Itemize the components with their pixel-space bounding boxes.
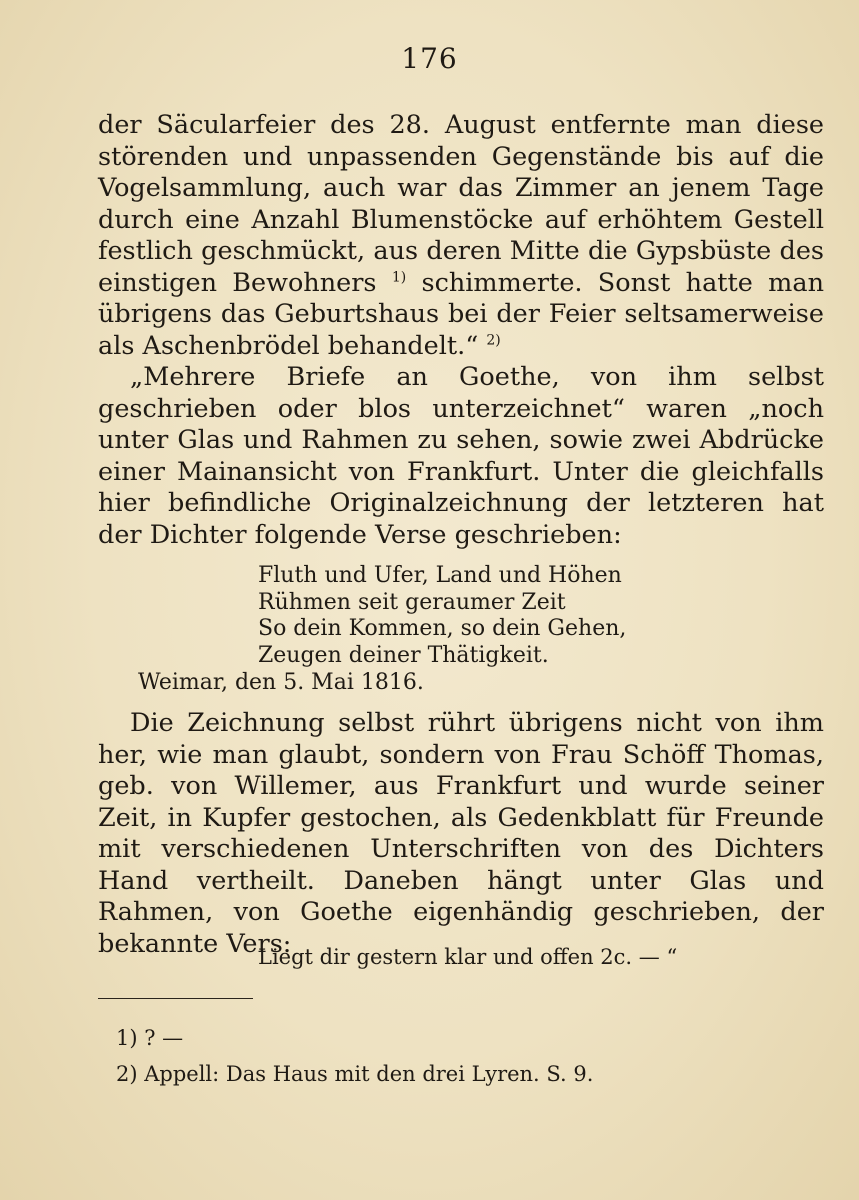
footnote-ref-2: 2) xyxy=(486,332,501,348)
poem-dateline: Weimar, den 5. Mai 1816. xyxy=(138,670,424,695)
paragraph-2 xyxy=(98,362,824,551)
page-number: 176 xyxy=(401,42,458,75)
footnote-2: 2) Appell: Das Haus mit den drei Lyren. S. 9. xyxy=(116,1062,594,1086)
footnote-1: 1) ? — xyxy=(116,1026,184,1050)
paragraph-3 xyxy=(98,708,824,960)
paragraph-1 xyxy=(98,110,824,362)
paragraph-2-text: „Mehrere Briefe an Goethe, von ihm selbst geschrieben oder blos unterzeichnet“ waren „noch unter Glas und Rahmen zu sehen, sowie zwei Abdrücke einer Mainansicht von Frankfurt. Unter die gleichfalls hier befindliche Originalzeichnung der letzteren hat der Dichter folgende Verse geschrieben: xyxy=(98,362,824,550)
poem-line: Zeugen deiner Thätigkeit. xyxy=(258,642,549,668)
footnote-ref-1: 1) xyxy=(391,269,407,285)
poem-line: Rühmen seit geraumer Zeit xyxy=(258,589,566,615)
paragraph-3-text: Die Zeichnung selbst rührt übrigens nicht von ihm her, wie man glaubt, sondern von Frau Schöff Thomas, geb. von Willemer, aus Frankfurt und wurde seiner Zeit, in Kupfer gestochen, als Gedenkblatt für Freunde mit verschiedenen Unterschriften von des Dichters Hand vertheilt. Daneben hängt unter Glas und Rahmen, von Goethe eigenhändig geschrieben, der bekannte Vers: xyxy=(98,708,824,959)
quoted-verse-line: Liegt dir gestern klar und offen 2c. — “ xyxy=(258,945,678,969)
poem-line: Fluth und Ufer, Land und Höhen xyxy=(258,563,622,588)
paragraph-1-text: der Säcularfeier des 28. August entfernte man diese störenden und unpassenden Gegenstände bis auf die Vogelsammlung, auch war das Zimmer an jenem Tage durch eine Anzahl Blumenstöcke auf erhöhtem Gestell festlich geschmückt, aus deren Mitte die Gypsbüste des einstigen Bewohners xyxy=(98,110,824,298)
footnote-divider xyxy=(98,998,253,999)
poem xyxy=(258,563,626,669)
poem-line: So dein Kommen, so dein Gehen, xyxy=(258,616,627,641)
paragraph-1-text-b: schimmerte. Sonst hatte man übrigens das Geburtshaus bei der Feier seltsamerweise als Aschenbrödel behandelt.“ xyxy=(98,267,824,361)
